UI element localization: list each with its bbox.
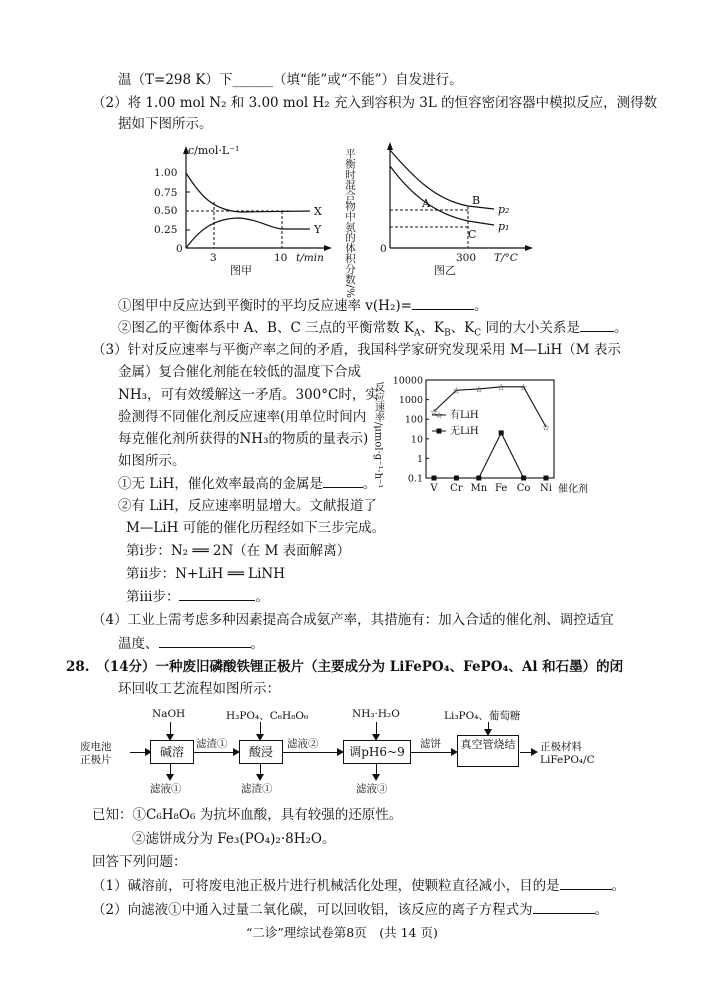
yi-ylabel: 平衡时混合物中氨的体积分数/% xyxy=(344,148,356,299)
question-3-line: 金属）复合催化剂能在较低的温度下合成 xyxy=(118,364,361,380)
box-acid-leach: 酸浸 xyxy=(239,740,283,764)
figure-jia xyxy=(150,140,340,280)
cat-ylabel: 反应速率/μmol·g⁻¹·h⁻¹ xyxy=(372,382,384,489)
reagent-acid: H₃PO₄、C₆H₈O₆ xyxy=(226,710,309,722)
arrow-label-filtrate-2: 滤液② xyxy=(287,738,319,750)
yi-xtick: 300 xyxy=(456,252,477,264)
label-p2: p₂ xyxy=(498,203,510,216)
cat-point-star: ☆ xyxy=(541,423,551,434)
flow-arrow xyxy=(170,763,171,779)
jia-caption: 图甲 xyxy=(230,264,252,277)
arrow-label-cake: 滤饼 xyxy=(420,738,441,750)
answer-heading: 回答下列问题： xyxy=(92,854,187,870)
step-1: 第i步：N₂ ══ 2N（在 M 表面解离） xyxy=(126,543,351,559)
question-28-title: 28. （14分）一种废旧磷酸铁锂正极片（主要成分为 LiFePO₄、FePO₄、Al 和石墨）的闭 xyxy=(66,659,624,675)
curve-x xyxy=(186,173,310,212)
cat-legend-marker: ☆ xyxy=(434,411,444,421)
question-3-1: ①无 LiH，催化效率最高的金属是 。 xyxy=(118,476,377,492)
cat-point-square xyxy=(476,476,481,481)
question-2-2: ②图乙的平衡体系中 A、B、C 三点的平衡常数 $K_A$、$K_B$、$K_C$ 同的大小关系是 。 xyxy=(118,320,628,339)
jia-ytick: 0.50 xyxy=(154,205,178,217)
cat-frame xyxy=(426,380,554,478)
label-x: X xyxy=(314,205,322,218)
flow-arrow xyxy=(193,752,238,753)
cat-ytick-label: 100 xyxy=(404,414,423,426)
box-alkali: 碱溶 xyxy=(150,740,194,764)
cat-xtick-label: V xyxy=(430,483,438,494)
step-2: 第ii步：N+LiH ══ LiNH xyxy=(126,566,286,582)
flow-arrow xyxy=(520,752,536,753)
page-footer: “二诊”理综试卷第8页 (共 14 页) xyxy=(246,925,438,940)
jia-ytick: 1.00 xyxy=(154,167,178,179)
cat-xtick-label: Mn xyxy=(470,483,488,494)
question-2-1: ①图甲中反应达到平衡时的平均反应速率 v(H₂)= 。 xyxy=(118,298,488,314)
flow-arrow xyxy=(376,722,377,739)
output-residue-2: 滤渣① xyxy=(241,783,273,795)
cat-point-square xyxy=(521,476,526,481)
figure-yi xyxy=(344,138,544,299)
reagent-naoh: NaOH xyxy=(152,708,186,720)
jia-xtick: 10 xyxy=(274,252,288,264)
cat-ytick-label: 1 xyxy=(416,453,423,465)
question-2-line: （2）将 1.00 mol N₂ 和 3.00 mol H₂ 充入到容积为 3L 的恒容密闭容器中模拟反应，测得数 xyxy=(92,95,658,111)
yi-zero: 0 xyxy=(380,243,387,255)
question-3-line: NH₃，可有效缓解这一矛盾。300°C时，实 xyxy=(118,387,379,403)
cat-xtick-label: Cr xyxy=(450,483,463,494)
flow-arrow xyxy=(130,752,150,753)
cat-point-square xyxy=(544,476,549,481)
flow-end: 正极材料 LiFePO₄/C xyxy=(540,741,595,766)
jia-ytick: 0 xyxy=(176,243,183,255)
jia-ylabel: c/mol·L⁻¹ xyxy=(188,144,240,157)
question-3-2: ②有 LiH，反应速率明显增大。文献报道了 xyxy=(118,498,377,514)
jia-xtick: 3 xyxy=(210,252,217,264)
question-3-line: 验测得不同催化剂反应速率(用单位时间内 xyxy=(118,409,367,425)
point-c: C xyxy=(468,228,477,241)
jia-ytick: 0.75 xyxy=(154,187,178,199)
jia-ytick: 0.25 xyxy=(154,224,178,236)
arrow-label-residue: 滤渣① xyxy=(196,738,228,750)
reagent-ammonia: NH₃·H₂O xyxy=(352,708,400,720)
point-b: B xyxy=(472,194,481,207)
box-vacuum-sinter: 真空管烧结 xyxy=(457,735,519,767)
flow-arrow xyxy=(260,763,261,779)
flow-arrow xyxy=(170,722,171,739)
cat-series-line xyxy=(434,433,546,478)
cat-point-square xyxy=(432,476,437,481)
flow-arrow xyxy=(376,763,377,779)
point-a: A xyxy=(422,197,430,210)
flow-start: 废电池 正极片 xyxy=(80,741,112,766)
cat-xtick-label: Ni xyxy=(540,483,552,494)
cat-point-star: ☆ xyxy=(452,386,461,397)
jia-xlabel: t/min xyxy=(296,252,324,264)
question-3-line: 每克催化剂所获得的NH₃的物质的量表示) xyxy=(118,431,369,447)
answer-1: （1）碱溶前，可将废电池正极片进行机械活化处理，使颗粒直径减小，目的是 。 xyxy=(92,878,626,894)
cat-legend-label: 有LiH xyxy=(450,410,479,421)
cat-legend-marker xyxy=(437,429,442,434)
cat-ytick-label: 0.1 xyxy=(407,473,423,485)
known-1: 已知：①C₆H₈O₆ 为抗坏血酸，具有较强的还原性。 xyxy=(92,807,403,823)
step-3: 第iii步： 。 xyxy=(126,589,269,605)
cat-point-square xyxy=(499,430,504,435)
yi-caption: 图乙 xyxy=(434,264,456,277)
cat-point-star: ☆ xyxy=(519,383,528,394)
label-y: Y xyxy=(314,223,322,236)
question-3-line: （3）针对反应速率与平衡产率之间的矛盾，我国科学家研究发现采用 M—LiH（M 表示 xyxy=(92,342,621,358)
question-3-2b: M—LiH 可能的催化历程经如下三步完成。 xyxy=(126,520,386,536)
flow-arrow xyxy=(488,722,489,734)
catalyst-rate-chart xyxy=(372,372,602,504)
curve-y xyxy=(186,218,310,248)
cat-xtick-label: Co xyxy=(516,483,531,494)
question-2-line-b: 据如下图所示。 xyxy=(118,116,213,132)
question-3-line: 如图所示。 xyxy=(118,453,186,469)
known-2: ②滤饼成分为 Fe₃(PO₄)₂·8H₂O。 xyxy=(132,831,336,847)
output-filtrate-3: 滤液③ xyxy=(356,783,388,795)
cat-point-star: ☆ xyxy=(474,385,483,396)
flow-arrow xyxy=(282,752,342,753)
question-28-line-b: 环回收工艺流程如图所示： xyxy=(118,681,280,697)
cat-point-square xyxy=(454,476,459,481)
yi-xlabel: T/°C xyxy=(494,252,518,264)
label-p1: p₁ xyxy=(498,220,510,233)
box-adjust-ph: 调pH6~9 xyxy=(343,740,411,764)
text-line-1: 温（T=298 K）下______（填“能”或“不能”）自发进行。 xyxy=(118,72,463,88)
cat-legend-label: 无LiH xyxy=(450,426,479,437)
cat-ytick-label: 1000 xyxy=(398,395,423,407)
cat-ytick-label: 10000 xyxy=(392,375,423,387)
reagent-li3po4: Li₃PO₄、葡萄糖 xyxy=(444,710,521,722)
question-4-line-b: 温度、 。 xyxy=(118,636,264,652)
cat-point-star: ☆ xyxy=(429,407,439,418)
flow-arrow xyxy=(410,752,456,753)
cat-xlabel: 催化剂 xyxy=(558,484,588,495)
question-4-line: （4）工业上需考虑多种因素提高合成氨产率，其措施有：加入合适的催化剂、调控适宜 xyxy=(92,612,614,628)
answer-2: （2）向滤液①中通入过量二氧化碳，可以回收铝，该反应的离子方程式为 。 xyxy=(92,902,609,918)
flow-arrow xyxy=(260,722,261,739)
cat-xtick-label: Fe xyxy=(495,483,508,494)
cat-ytick-label: 10 xyxy=(410,434,423,446)
output-filtrate-1: 滤液① xyxy=(150,783,182,795)
cat-point-star: ☆ xyxy=(497,383,506,394)
